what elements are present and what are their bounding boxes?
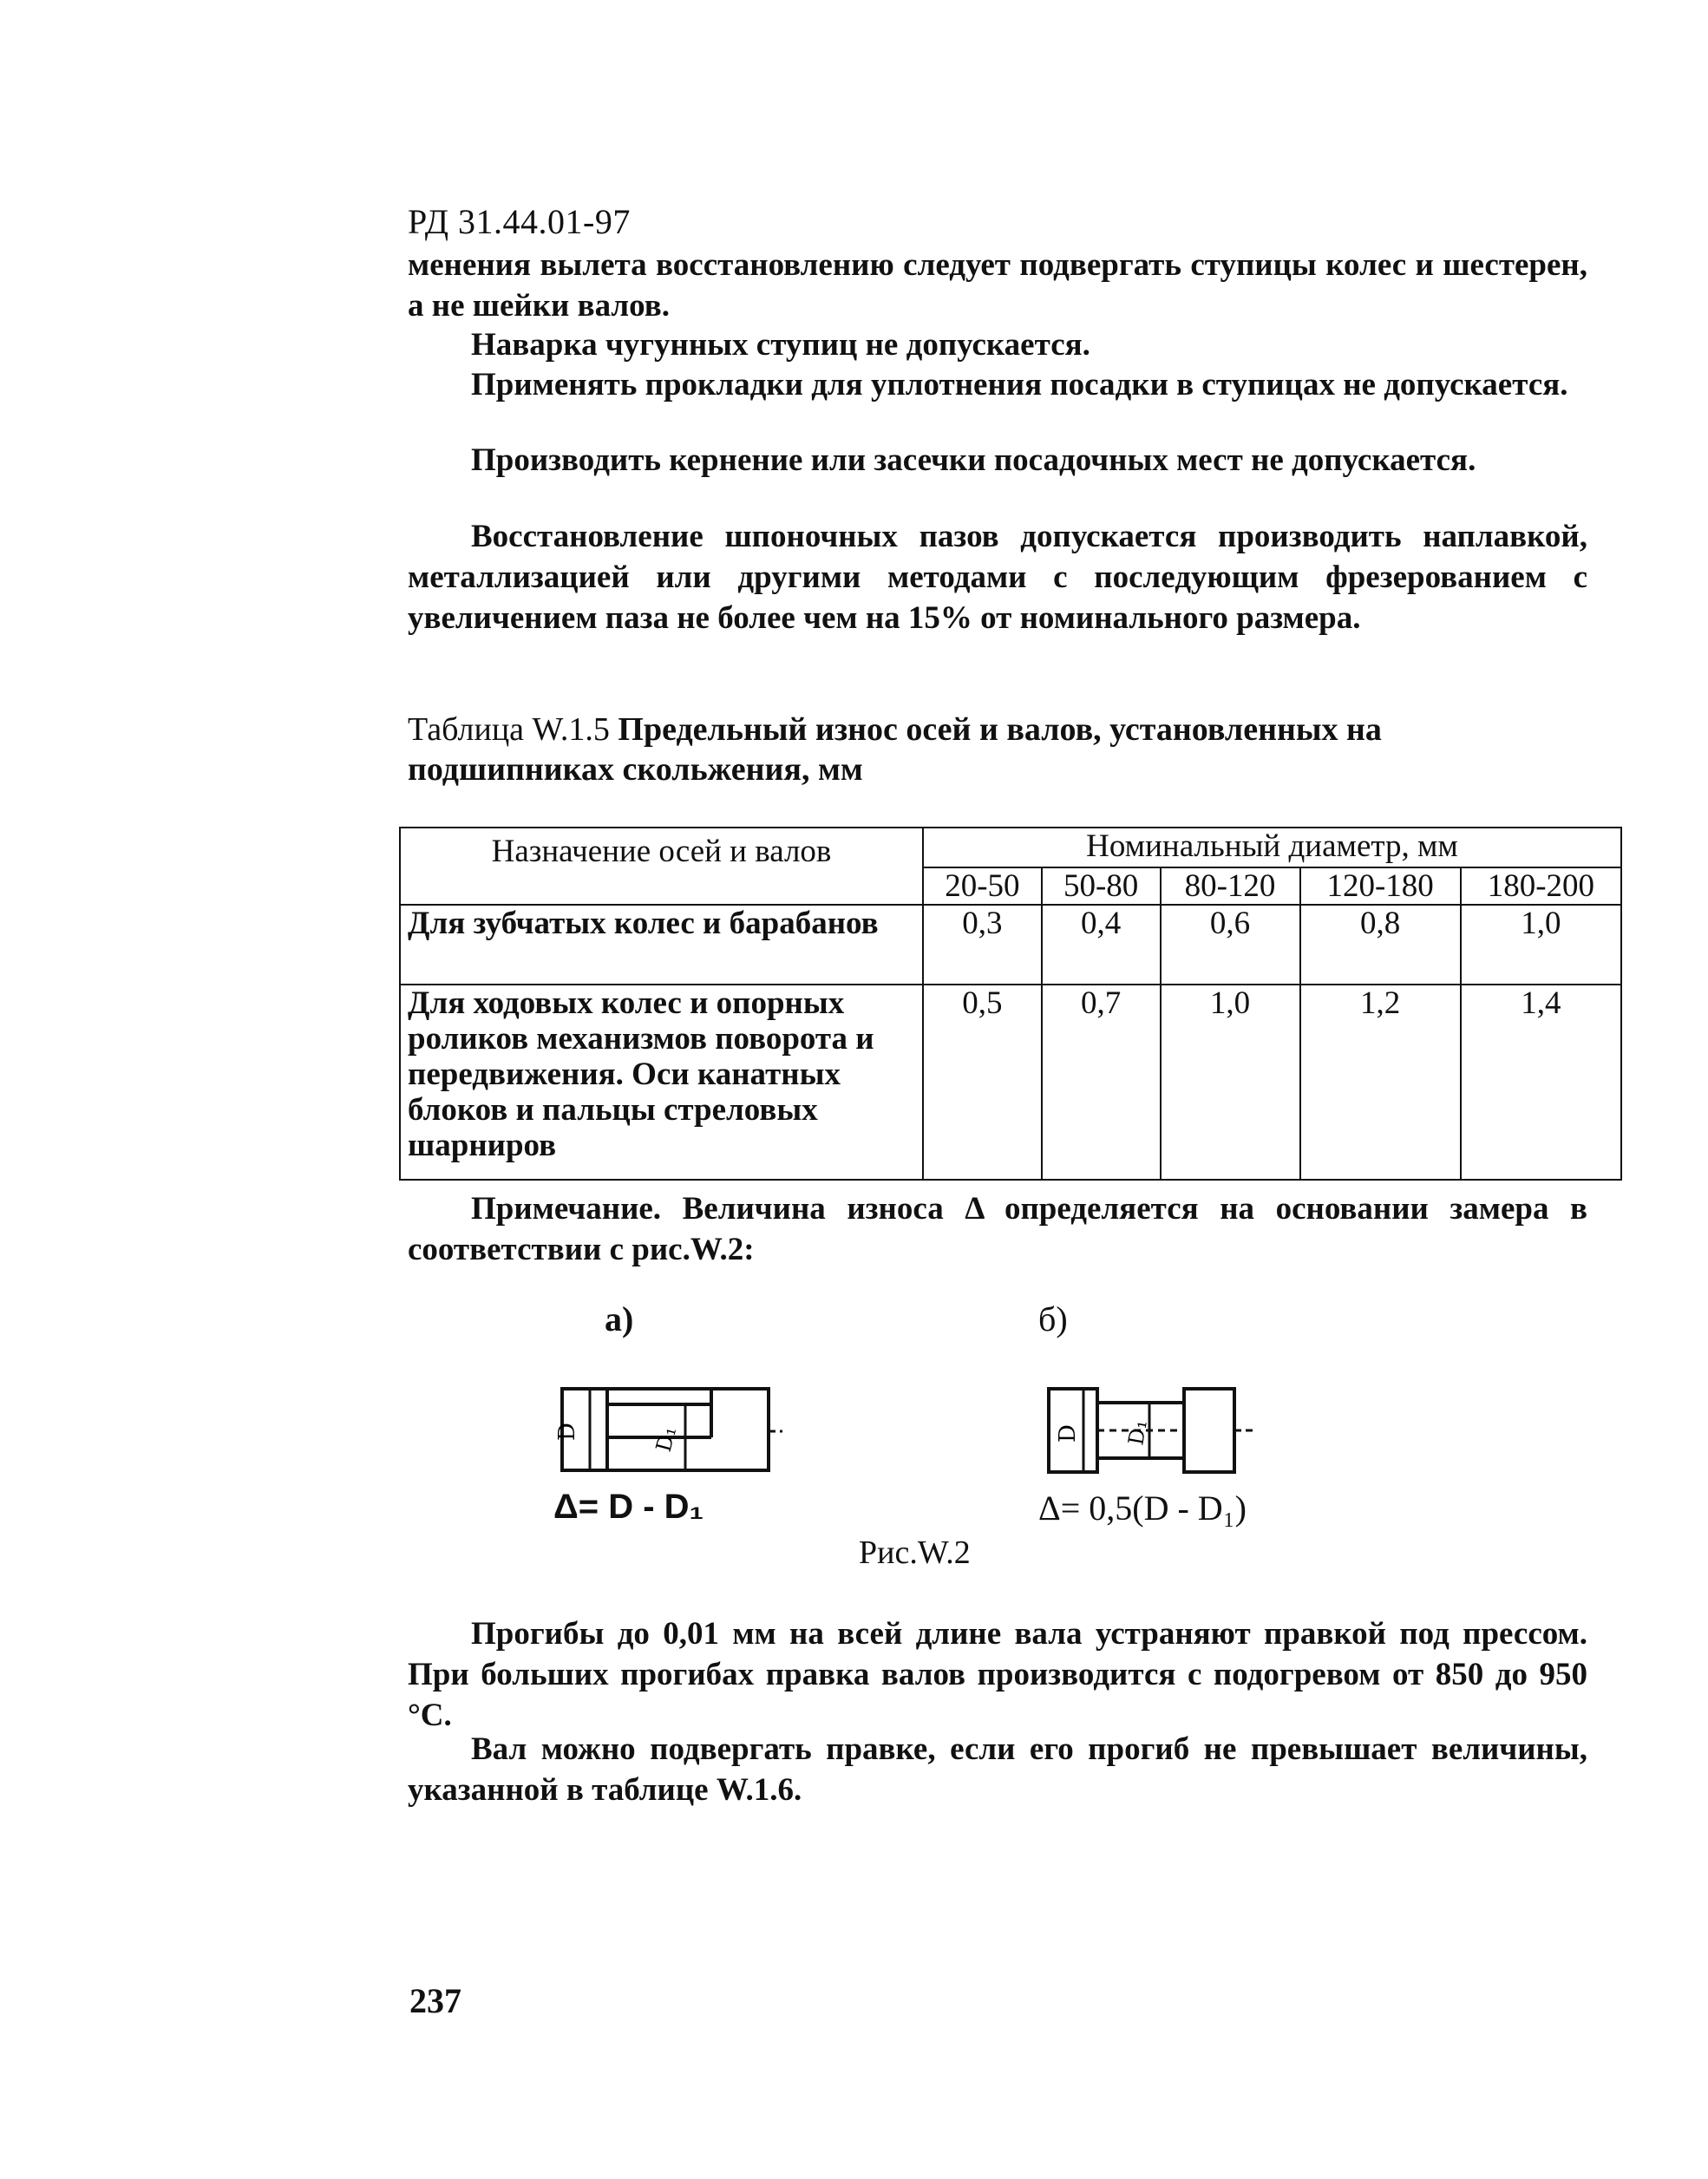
figure-label-a: а) (605, 1299, 634, 1338)
range-header: 50-80 (1042, 867, 1161, 905)
row-purpose: Для зубчатых колес и барабанов (400, 905, 923, 985)
wear-value: 1,4 (1461, 985, 1621, 1180)
table-note: Примечание. Величина износа Δ определяется на основании замера в соответствии с рис.W.2: (408, 1191, 1587, 1267)
range-header: 80-120 (1161, 867, 1300, 905)
purpose-column-header: Назначение осей и валов (400, 828, 923, 905)
wear-value: 1,0 (1461, 905, 1621, 985)
figure-caption: Рис.W.2 (859, 1534, 971, 1571)
shaft-diagram-b (1045, 1384, 1253, 1488)
paragraph-cast-iron-hubs: Наварка чугунных ступиц не допускается. (471, 327, 1090, 363)
range-header: 20-50 (923, 867, 1042, 905)
paragraph-shims: Применять прокладки для уплотнения посадки в ступицах не допускается. (471, 367, 1568, 402)
formula-b: Δ= 0,5(D - D₁) (1038, 1489, 1247, 1528)
wear-value: 0,6 (1161, 905, 1300, 985)
table-caption (408, 710, 1587, 789)
wear-value: 0,8 (1300, 905, 1461, 985)
wear-value: 0,4 (1042, 905, 1161, 985)
dimension-D-label: D (554, 1423, 580, 1441)
diameter-column-header: Номинальный диаметр, мм (923, 828, 1621, 867)
page-number: 237 (409, 1981, 461, 2020)
shaft-diagram-a (555, 1384, 781, 1488)
wear-limits-table (399, 827, 1622, 1181)
paragraph-bending: Прогибы до 0,01 мм на всей длине вала устраняют правкой под прессом. При больших прогибах правка валов производится с подогревом от 850 до 950 °С. (408, 1616, 1587, 1733)
range-header: 120-180 (1300, 867, 1461, 905)
formula-a: Δ= D - D₁ (553, 1488, 704, 1526)
wear-value: 0,7 (1042, 985, 1161, 1180)
range-header: 180-200 (1461, 867, 1621, 905)
dimension-D-label: D (1055, 1424, 1081, 1443)
table-row (400, 905, 1621, 985)
dimension-D1-label: D₁ (1123, 1417, 1152, 1448)
table-title: Предельный износ осей и валов, установленных на подшипниках скольжения, мм (408, 711, 1382, 788)
paragraph-shrink-fit: менения вылета восстановлению следует подвергать ступицы колес и шестерен, а не шейки валов. (408, 247, 1587, 324)
table-row (400, 985, 1621, 1180)
paragraph-keyways: Восстановление шпоночных пазов допускается производить наплавкой, металлизацией или другими методами с последующим фрезерованием с увеличением паза не более чем на 15% от номинального размера. (408, 519, 1587, 636)
paragraph-straightening: Вал можно подвергать правке, если его прогиб не превышает величины, указанной в таблице W.1.6. (408, 1731, 1587, 1808)
wear-value: 1,0 (1161, 985, 1300, 1180)
row-purpose: Для ходовых колес и опорных роликов механизмов поворота и передвижения. Оси канатных блоков и пальцы стреловых шарниров (400, 985, 923, 1180)
table-label: Таблица W.1.5 (408, 711, 610, 748)
paragraph-punching: Производить кернение или засечки посадочных мест не допускается. (471, 442, 1476, 478)
figure-label-b: б) (1038, 1299, 1068, 1338)
dimension-D1-label: D₁ (651, 1423, 682, 1455)
wear-value: 0,3 (923, 905, 1042, 985)
document-code: РД 31.44.01-97 (408, 202, 631, 241)
wear-value: 0,5 (923, 985, 1042, 1180)
wear-value: 1,2 (1300, 985, 1461, 1180)
